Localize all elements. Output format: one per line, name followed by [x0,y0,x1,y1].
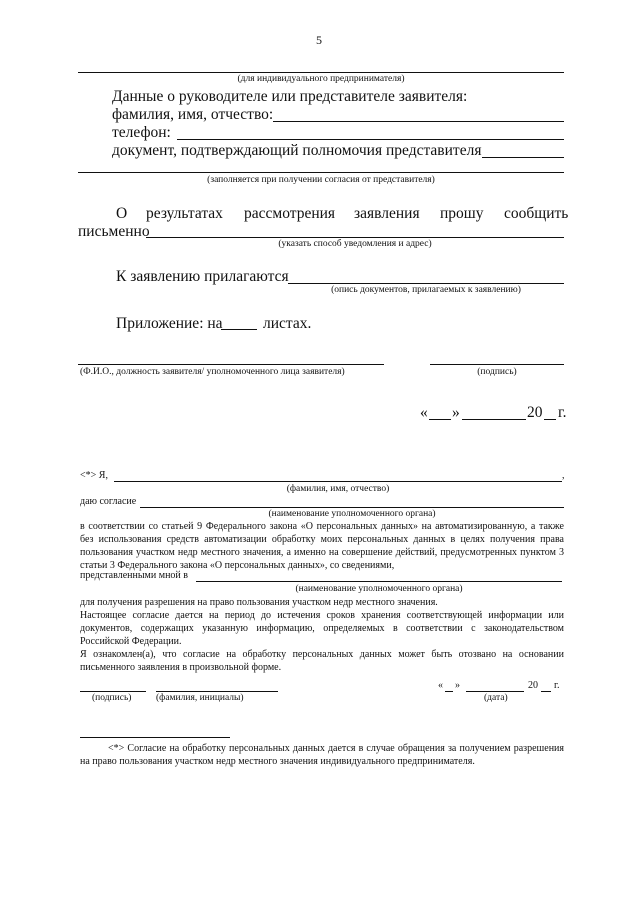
rep-doc-field-b[interactable] [78,172,564,173]
consent-organ-hint-2: (наименование уполномоченного органа) [295,584,463,594]
consent-comma: , [562,470,565,481]
consent-date-day-field[interactable] [445,691,453,692]
consent-p1-last: представленными мной в [80,570,188,581]
rep-fio-label: фамилия, имя, отчество: [112,106,274,123]
ip-hint: (для индивидуального предпринимателя) [237,74,405,84]
appendix-prefix: Приложение: на [116,315,223,332]
result-word-6: сообщить [504,205,569,222]
result-hint: (указать способ уведомления и адрес) [278,239,432,249]
sign-hint: (подпись) [477,367,517,377]
footnote: <*> Согласие на обработку персональных данных дается в случае обращения за получением разрешения на право пользования участком недр местного значения индивидуального предпринимателя. [80,743,564,767]
date-year-field[interactable] [544,419,556,420]
date-day-field[interactable] [429,419,451,420]
result-word-4: заявления [354,205,420,222]
consent-p3: Настоящее согласие дается на период до истечения сроков хранения соответствующей информации или документов, содержащих указанную информацию, определяемых в соответствии с законодательством Российской Федерации. [80,610,564,647]
result-word-1: О [116,205,128,222]
rep-doc-label: документ, подтверждающий полномочия представителя [112,142,482,159]
consent-date-close: » [455,680,460,691]
page-number: 5 [316,33,322,47]
rep-heading: Данные о руководителе или представителе заявителя: [112,88,468,105]
result-field[interactable] [146,237,564,238]
sign-fio-hint: (Ф.И.О., должность заявителя/ уполномоченного лица заявителя) [80,367,345,377]
consent-sign-hint: (подпись) [92,693,132,703]
result-word-3: рассмотрения [244,205,336,222]
date-open: « [420,404,428,421]
consent-fio-hint: (фамилия, имя, отчество) [286,484,390,494]
consent-date-hint: (дата) [484,693,508,703]
appendix-suffix: листах. [263,315,312,332]
consent-organ-hint: (наименование уполномоченного органа) [268,509,436,519]
date-g: г. [558,404,567,421]
consent-date-month-field[interactable] [466,691,524,692]
appendix-sheets-field[interactable] [221,329,257,330]
date-month-field[interactable] [462,419,526,420]
rep-phone-label: телефон: [112,124,171,141]
rep-phone-field[interactable] [177,139,564,140]
consent-sign-field[interactable] [80,691,146,692]
date-close: » [452,404,460,421]
result-word-5: прошу [440,205,484,222]
consent-initials-hint: (фамилия, инициалы) [156,693,244,703]
consent-give-label: даю согласие [80,496,137,507]
result-cont: письменно [78,223,150,240]
sign-fio-field[interactable] [78,364,384,365]
consent-date-open: « [438,680,443,691]
consent-date-year-field[interactable] [541,691,551,692]
attach-hint: (опись документов, прилагаемых к заявлению) [331,285,521,295]
consent-p2: для получения разрешения на право пользования участком недр местного значения. [80,597,438,608]
footnote-separator [80,737,230,738]
consent-organ-field[interactable] [140,507,564,508]
attach-field[interactable] [288,283,564,284]
rep-fio-field[interactable] [273,121,564,122]
sign-field[interactable] [430,364,564,365]
consent-fio-field[interactable] [114,481,562,482]
consent-p4: Я ознакомлен(а), что согласие на обработку персональных данных может быть отозвано на основании письменного заявления в произвольной форме. [80,649,564,673]
consent-date-year: 20 [528,680,538,691]
result-word-2: результатах [146,205,223,222]
consent-organ-field-2[interactable] [196,581,562,582]
attach-label: К заявлению прилагаются [116,268,289,285]
consent-initials-field[interactable] [156,691,278,692]
rep-doc-hint: (заполняется при получении согласия от представителя) [207,175,435,185]
consent-p1: в соответствии со статьей 9 Федерального закона «О персональных данных» на автоматизированную, а также без использования средств автоматизации обработку моих персональных данных в целях получения права пользования участком недр местного значения, а именно на совершение действий, предусмотренных пунктом 3 статьи 3 Федерального закона «О персональных данных», со сведениями, [80,521,564,571]
ip-field-line[interactable] [78,72,564,73]
consent-date-g: г. [554,680,560,691]
date-year-prefix: 20 [527,404,543,421]
consent-prefix: <*> Я, [80,470,108,481]
rep-doc-field-a[interactable] [482,157,564,158]
